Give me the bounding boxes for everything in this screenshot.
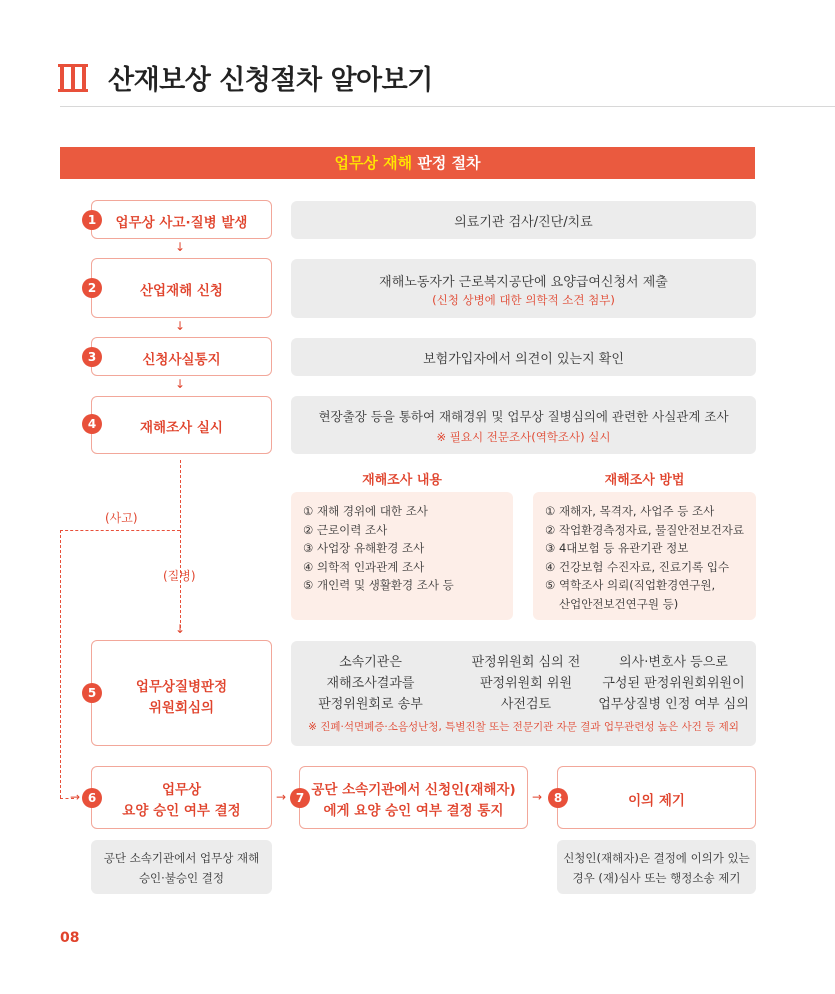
- step-7-number: 7: [290, 788, 310, 808]
- step-8-box: [557, 766, 756, 829]
- page-number: 08: [60, 930, 80, 946]
- step-8-sub-box: [557, 840, 756, 894]
- list-item: ④ 건강보험 수진자료, 진료기록 입수: [545, 559, 730, 574]
- step-5-label-line2: 위원회심의: [148, 700, 215, 716]
- list-item: ① 재해자, 목격자, 사업주 등 조사: [545, 504, 715, 518]
- step-4-desc: 현장출장 등을 통하여 재해경위 및 업무상 질병심의에 관련한 사실관계 조사: [318, 409, 729, 424]
- step-3-box: [91, 337, 272, 376]
- step-1-box: [91, 200, 272, 239]
- list-item: ② 근로이력 조사: [303, 522, 388, 537]
- step-8-label: 이의 제기: [628, 793, 685, 809]
- step-6-number: 6: [82, 788, 102, 808]
- investigation-method-box: [533, 492, 756, 620]
- arrow-down-icon: ↓: [175, 377, 186, 391]
- step-3-number: 3: [82, 347, 102, 367]
- step-3-desc: 보험가입자에서 의견이 있는지 확인: [423, 352, 624, 367]
- step-5-desc-box: [291, 641, 756, 746]
- col-line: 업무상질병 인정 여부 심의: [598, 697, 749, 712]
- list-item: ② 작업환경측정자료, 물질안전보건자료: [545, 522, 745, 537]
- investigation-method-title: 재해조사 방법: [604, 473, 685, 488]
- col-line: 사전검토: [500, 697, 552, 712]
- col-line: 판정위원회 심의 전: [471, 655, 581, 670]
- arrow-down-icon: ↓: [175, 240, 186, 254]
- investigation-content-title: 재해조사 내용: [362, 473, 442, 488]
- col-line: 소속기관은: [339, 655, 402, 670]
- step-5-number: 5: [82, 683, 102, 703]
- list-item: ⑤ 역학조사 의뢰(직업환경연구원,: [545, 578, 716, 592]
- arrow-right-icon: →: [70, 790, 81, 804]
- step-2-desc: 재해노동자가 근로복지공단에 요양급여신청서 제출: [379, 275, 668, 290]
- banner-text: 판정 절차: [412, 154, 481, 172]
- step-3-desc-box: [291, 338, 756, 376]
- step-8-number: 8: [548, 788, 568, 808]
- col-line: 판정위원회로 송부: [318, 697, 423, 712]
- list-item: ③ 4대보험 등 유관기관 정보: [545, 541, 689, 555]
- title-divider: [60, 106, 835, 107]
- step-2-box: [91, 258, 272, 318]
- list-item: ⑤ 개인력 및 생활환경 조사 등: [303, 578, 454, 592]
- arrow-right-icon: →: [532, 790, 543, 804]
- investigation-content-box: [291, 492, 513, 620]
- step-6-label-line2: 요양 승인 여부 결정: [122, 803, 241, 819]
- col-line: 재해조사결과를: [326, 676, 415, 691]
- roman-numeral-icon: [60, 64, 86, 92]
- step-4-label: 재해조사 실시: [140, 420, 223, 436]
- step-4-number: 4: [82, 414, 102, 434]
- step-5-col-1: [303, 652, 438, 715]
- step-8-sub-line1: 신청인(재해자)은 결정에 이의가 있는: [563, 851, 750, 865]
- arrow-down-icon: ↓: [175, 319, 186, 333]
- disease-path-line: [180, 460, 181, 628]
- list-item: ④ 의학적 인과관계 조사: [303, 559, 425, 574]
- page-title: 산재보상 신청절차 알아보기: [108, 65, 433, 96]
- step-6-sub-box: [91, 840, 272, 894]
- step-6-label-line1: 업무상: [161, 782, 202, 798]
- arrow-right-icon: →: [276, 790, 287, 804]
- disease-label: (질병): [163, 569, 196, 583]
- step-1-label: 업무상 사고·질병 발생: [115, 215, 248, 231]
- step-5-note: ※ 진폐·석면폐증·소음성난청, 특별진찰 또는 전문기관 자문 결과 업무관련성 높은 사건 등 제외: [308, 721, 739, 733]
- step-5-col-3: [596, 652, 751, 715]
- accident-path-line-vertical: [60, 530, 61, 798]
- step-1-desc-box: [291, 201, 756, 239]
- step-6-sub-line2: 승인·불승인 결정: [138, 871, 225, 885]
- accident-path-line-top: [60, 530, 180, 531]
- step-7-box: [299, 766, 528, 829]
- step-4-note: ※ 필요시 전문조사(역학조사) 실시: [436, 430, 611, 444]
- col-line: 구성된 판정위원회위원이: [602, 676, 745, 691]
- step-4-desc-box: [291, 396, 756, 454]
- step-6-sub-line1: 공단 소속기관에서 업무상 재해: [103, 851, 260, 865]
- col-line: 판정위원회 위원: [479, 676, 573, 691]
- step-5-col-2: [451, 652, 601, 715]
- step-7-label-line1: 공단 소속기관에서 신청인(재해자): [311, 782, 516, 798]
- list-item: 산업안전보건연구원 등): [559, 596, 679, 611]
- step-5-box: [91, 640, 272, 746]
- procedure-banner: [60, 147, 755, 179]
- list-item: ③ 사업장 유해환경 조사: [303, 541, 425, 555]
- col-line: 의사·변호사 등으로: [619, 655, 728, 670]
- step-3-label: 신청사실통지: [142, 352, 221, 368]
- accident-label: (사고): [105, 511, 138, 525]
- step-7-label-line2: 에게 요양 승인 여부 결정 통지: [323, 803, 504, 819]
- step-1-number: 1: [82, 210, 102, 230]
- step-2-number: 2: [82, 278, 102, 298]
- step-4-box: [91, 396, 272, 454]
- step-2-label: 산업재해 신청: [140, 283, 223, 299]
- step-2-desc-box: [291, 259, 756, 318]
- banner-highlight: 업무상 재해: [334, 154, 413, 172]
- step-2-note: (신청 상병에 대한 의학적 소견 첨부): [432, 293, 615, 307]
- step-5-label-line1: 업무상질병판정: [135, 679, 228, 695]
- arrow-down-icon: ↓: [175, 622, 186, 636]
- step-1-desc: 의료기관 검사/진단/치료: [454, 215, 593, 230]
- step-6-box: [91, 766, 272, 829]
- step-8-sub-line2: 경우 (재)심사 또는 행정소송 제기: [572, 871, 741, 885]
- list-item: ① 재해 경위에 대한 조사: [303, 504, 428, 518]
